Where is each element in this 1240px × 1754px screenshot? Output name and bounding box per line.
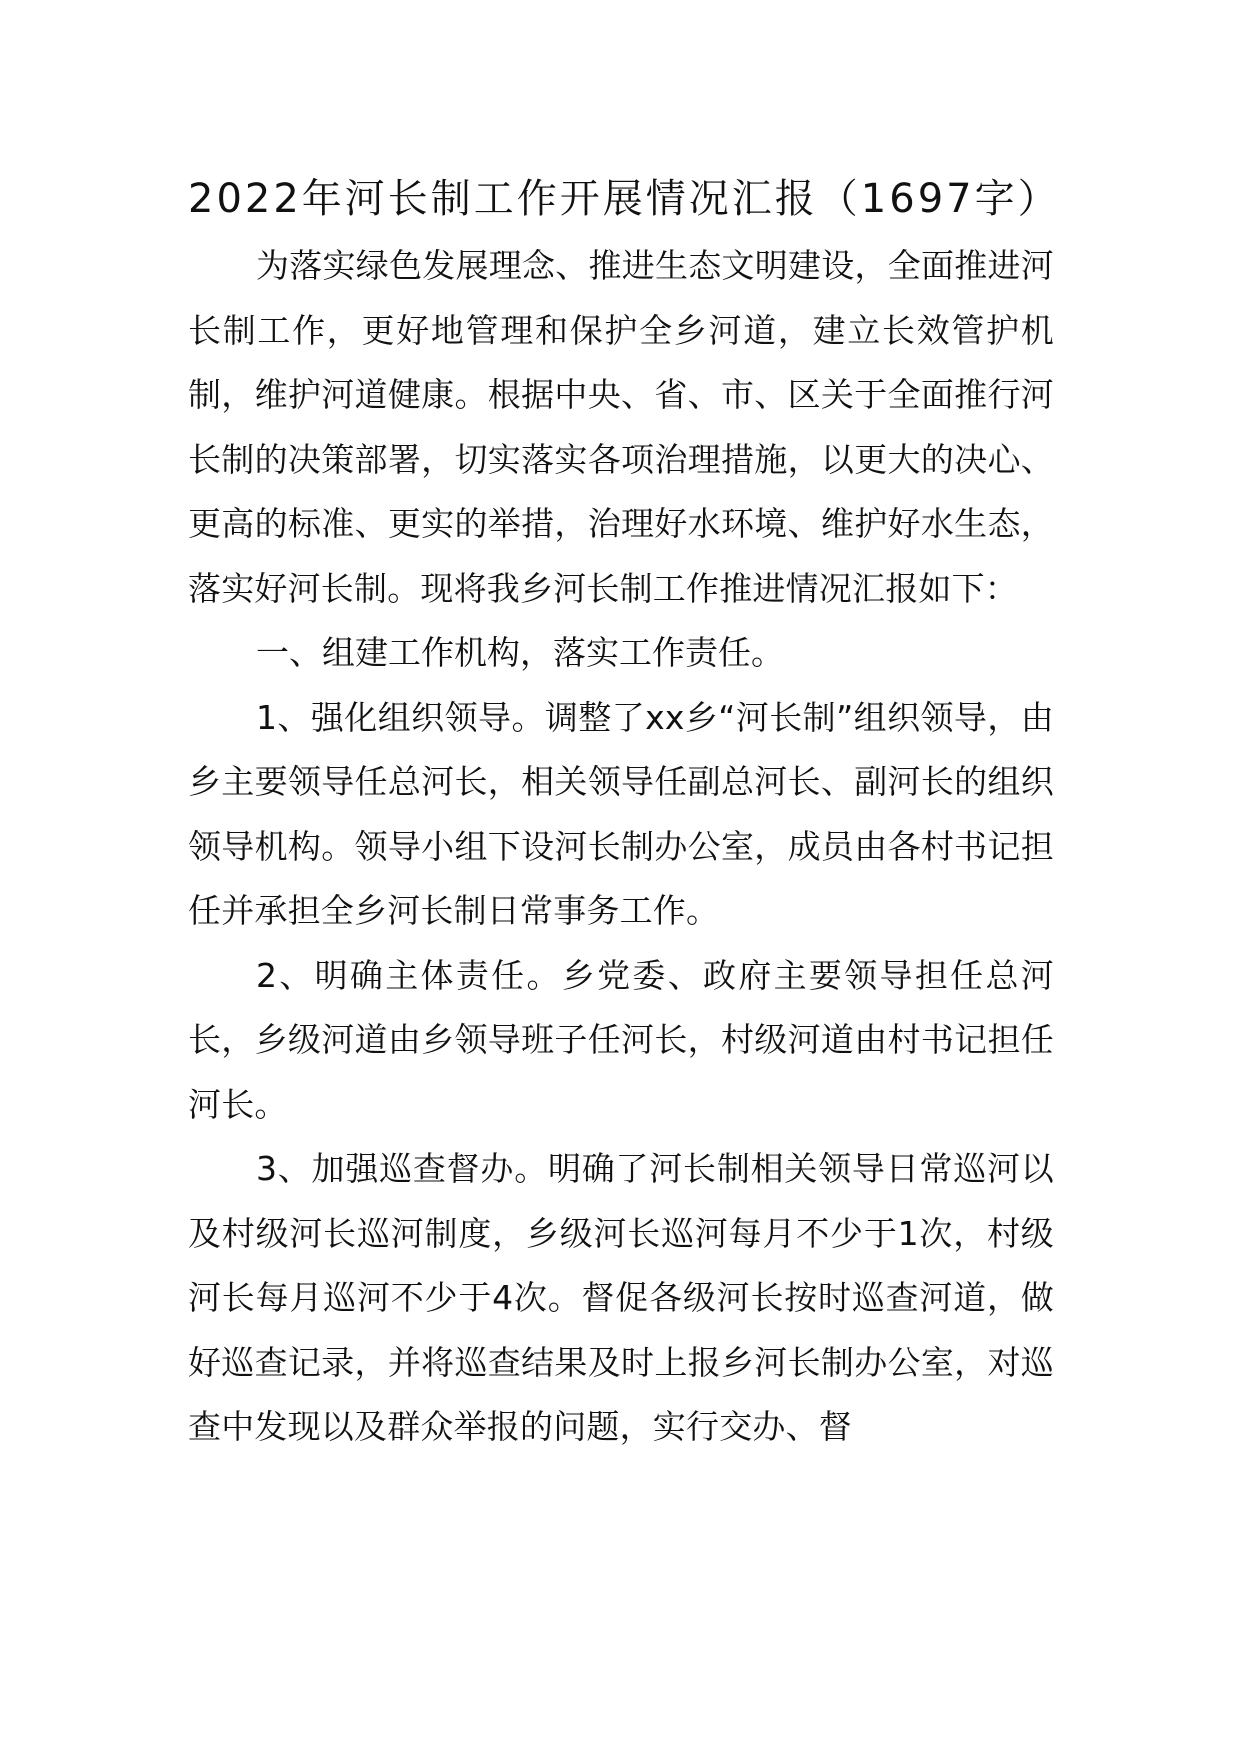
document-title: 2022年河长制工作开展情况汇报（1697字） bbox=[188, 176, 1061, 222]
item-paragraph-3: 3、加强巡查督办。明确了河长制相关领导日常巡河以及村级河长巡河制度，乡级河长巡河每月不少于1次，村级河长每月巡河不少于4次。督促各级河长按时巡查河道，做好巡查记录，并将巡查结果及时上报乡河长制办公室，对巡查中发现以及群众举报的问题，实行交办、督 bbox=[188, 1149, 1054, 1446]
item-paragraph-1: 1、强化组织领导。调整了xx乡“河长制”组织领导，由乡主要领导任总河长，相关领导任副总河长、副河长的组织领导机构。领导小组下设河长制办公室，成员由各村书记担任并承担全乡河长制日常事务工作。 bbox=[188, 697, 1054, 930]
intro-paragraph: 为落实绿色发展理念、推进生态文明建设，全面推进河长制工作，更好地管理和保护全乡河道，建立长效管护机制，维护河道健康。根据中央、省、市、区关于全面推行河长制的决策部署，切实落实各项治理措施，以更大的决心、更高的标准、更实的举措，治理好水环境、维护好水生态，落实好河长制。现将我乡河长制工作推进情况汇报如下： bbox=[188, 246, 1054, 608]
section-heading-1: 一、组建工作机构，落实工作责任。 bbox=[256, 633, 784, 672]
item-paragraph-2: 2、明确主体责任。乡党委、政府主要领导担任总河长，乡级河道由乡领导班子任河长，村级河道由村书记担任河长。 bbox=[188, 955, 1054, 1124]
document-body bbox=[188, 234, 1054, 1460]
document-content bbox=[188, 170, 1061, 1460]
